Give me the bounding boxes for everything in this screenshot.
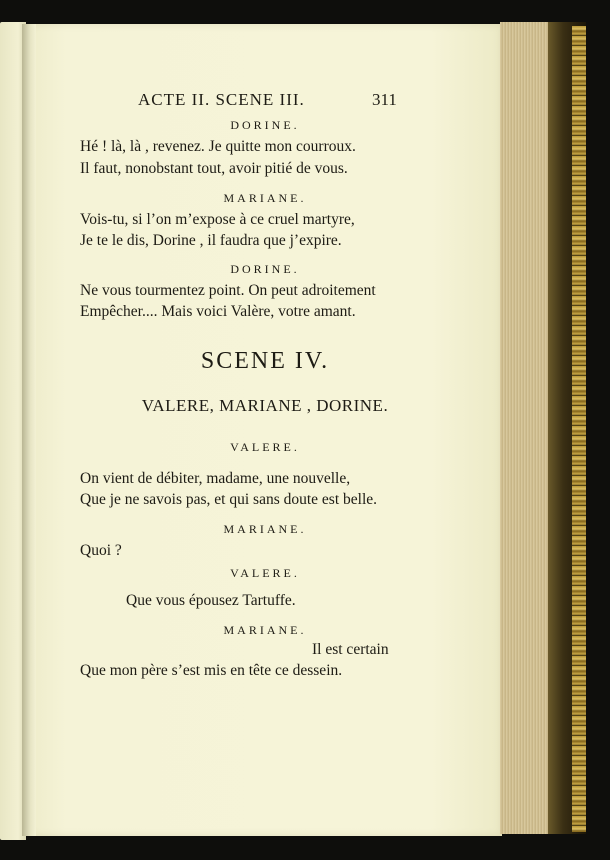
gilt-edge: [572, 26, 586, 832]
verse-line: Hé ! là, là , revenez. Je quitte mon courroux.: [80, 138, 356, 155]
verse-line: Ne vous tourmentez point. On peut adroitement: [80, 282, 376, 299]
speaker-name: DORINE.: [230, 118, 300, 132]
verse-line: On vient de débiter, madame, une nouvelle,: [80, 470, 351, 487]
speaker-name: VALERE.: [230, 566, 300, 580]
book-page: [28, 24, 502, 836]
running-head: ACTE II. SCENE III.: [138, 90, 305, 109]
verse-line: Il faut, nonobstant tout, avoir pitié de vous.: [80, 160, 348, 177]
speaker-name: MARIANE.: [223, 522, 307, 536]
page-gutter: [22, 24, 36, 836]
speaker-name: DORINE.: [230, 262, 300, 276]
verse-line: Il est certain: [312, 641, 389, 658]
scene-heading: SCENE IV.: [200, 348, 330, 374]
speaker-name: MARIANE.: [223, 191, 307, 205]
verse-line: Que mon père s’est mis en tête ce dessein.: [80, 662, 343, 679]
verse-line: Vois-tu, si l’on m’expose à ce cruel martyre,: [80, 211, 355, 228]
cast-list: VALERE, MARIANE , DORINE.: [141, 396, 389, 415]
verse-line: Que je ne savois pas, et qui sans doute est belle.: [80, 491, 378, 508]
speaker-name: MARIANE.: [223, 623, 307, 637]
verse-line: Empêcher.... Mais voici Valère, votre amant.: [80, 303, 356, 320]
verse-line: Je te le dis, Dorine , il faudra que j’expire.: [80, 232, 342, 249]
verse-line: Que vous épousez Tartuffe.: [126, 592, 296, 609]
verse-line: Quoi ?: [80, 542, 122, 559]
page-number: 311: [372, 90, 397, 109]
page-block-edge: [500, 22, 552, 834]
speaker-name: VALERE.: [230, 440, 300, 454]
